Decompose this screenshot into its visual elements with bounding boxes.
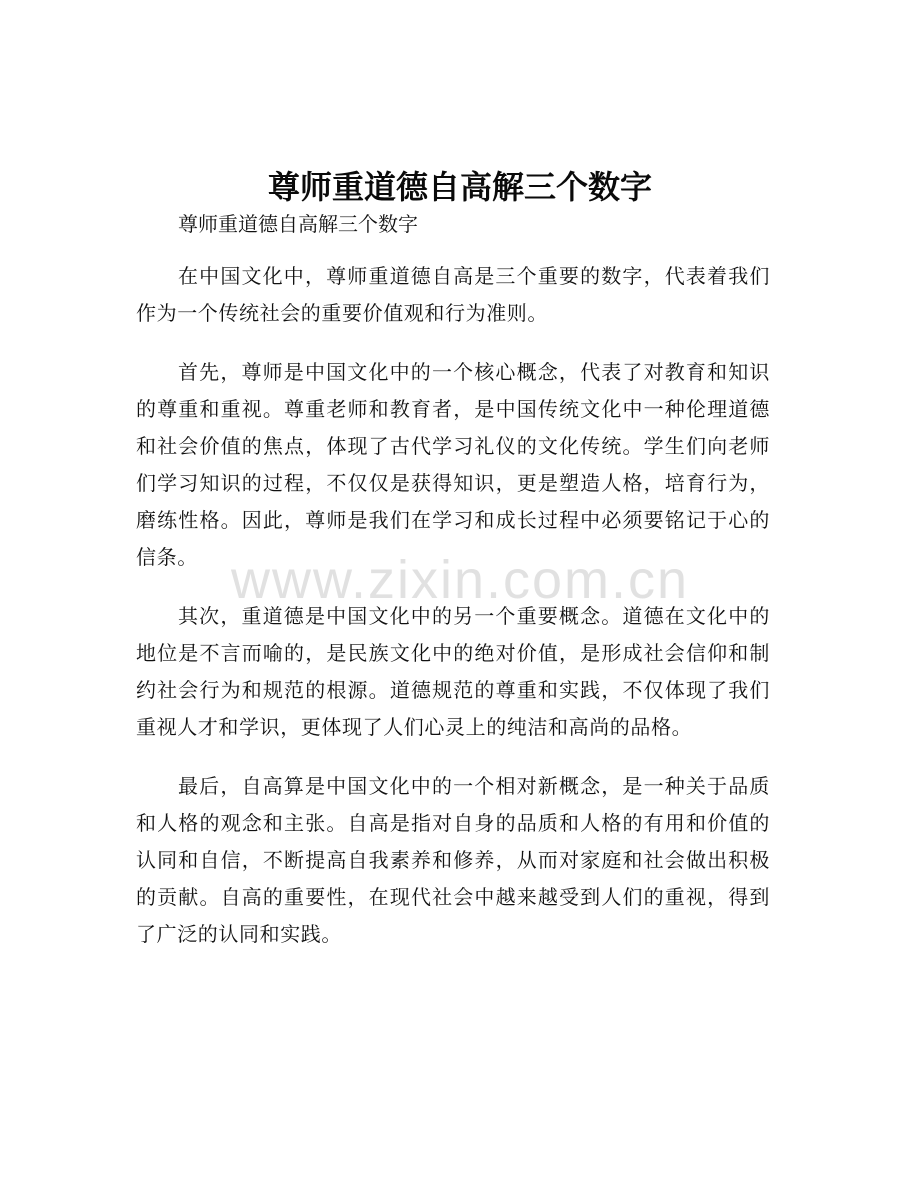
paragraph-respect-teachers: 首先，尊师是中国文化中的一个核心概念，代表了对教育和知识的尊重和重视。尊重老师和教育者，是中国传统文化中一种伦理道德和社会价值的焦点，体现了古代学习礼仪的文化传统。学生们向老师们学习知识的过程，不仅仅是获得知识，更是塑造人格，培育行为，磨练性格。因此，尊师是我们在学习和成长过程中必须要铭记于心的信条。 [136,360,770,569]
watermark-text: www.zixin.com.cn [230,550,690,610]
paragraph-intro: 在中国文化中，尊师重道德自高是三个重要的数字，代表着我们作为一个传统社会的重要价值观和行为准则。 [136,264,770,325]
document-title: 尊师重道德自高解三个数字 [267,168,652,207]
document-subtitle: 尊师重道德自高解三个数字 [178,212,418,236]
paragraph-self-esteem: 最后，自高算是中国文化中的一个相对新概念，是一种关于品质和人格的观念和主张。自高是指对自身的品质和人格的有用和价值的认同和自信，不断提高自我素养和修养，从而对家庭和社会做出积极的贡献。自高的重要性，在现代社会中越来越受到人们的重视，得到了广泛的认同和实践。 [136,774,770,946]
document-body [136,258,770,975]
paragraph-morality: 其次，重道德是中国文化中的另一个重要概念。道德在文化中的地位是不言而喻的，是民族文化中的绝对价值，是形成社会信仰和制约社会行为和规范的根源。道德规范的尊重和实践，不仅体现了我们重视人才和学识，更体现了人们心灵上的纯洁和高尚的品格。 [136,604,770,739]
